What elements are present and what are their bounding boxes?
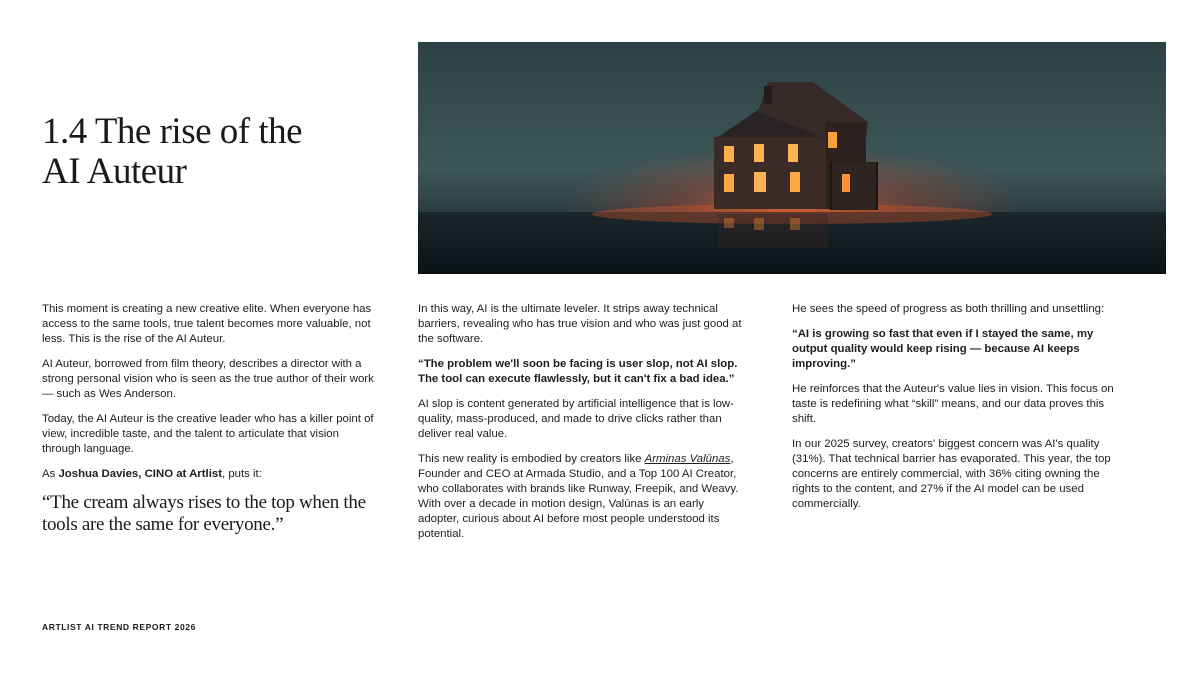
house-on-water-image (418, 42, 1166, 274)
attribution-prefix: As (42, 468, 59, 480)
paragraph: In this way, AI is the ultimate leveler. It strips away technical barriers, revealing who has true vision and who was just good at the software. (418, 303, 742, 345)
paragraph: AI slop is content generated by artificial intelligence that is low-quality, mass-produced, and made to drive clicks rather than deliver real value. (418, 398, 734, 440)
creator-link[interactable]: Arminas Valūnas (644, 453, 731, 465)
title-line-2: AI Auteur (42, 151, 187, 192)
hero-image (418, 42, 1166, 274)
text-segment: This new reality is embodied by creators like (418, 453, 645, 465)
pull-quote: “The cream always rises to the top when the tools are the same for everyone.” (42, 492, 366, 535)
page-title (42, 112, 382, 192)
attribution-suffix: , puts it: (222, 468, 262, 480)
paragraph (418, 452, 748, 542)
bold-quote: “The problem we'll soon be facing is user slop, not AI slop. The tool can execute flawlessly, but it can't fix a bad idea.” (418, 358, 738, 385)
column-middle (418, 302, 748, 552)
quote-attribution (42, 467, 374, 482)
paragraph: AI Auteur, borrowed from film theory, describes a director with a strong personal vision who is seen as the true author of their work — such as Wes Anderson. (42, 358, 374, 400)
column-right (792, 302, 1122, 522)
paragraph: This moment is creating a new creative elite. When everyone has access to the same tools, true talent becomes more valuable, not less. This is the rise of the AI Auteur. (42, 303, 372, 345)
text-segment: , Founder and CEO at Armada Studio, and a Top 100 AI Creator, who collaborates with brands like Runway, Freepik, and Weavy. With over a decade in motion design, Valūnas is an early adopter, curious about AI before most people understood its potential. (418, 453, 739, 540)
column-left (42, 302, 374, 536)
paragraph: He sees the speed of progress as both thrilling and unsettling: (792, 303, 1105, 315)
paragraph: He reinforces that the Auteur's value lies in vision. This focus on taste is redefining what “skill” means, and our data proves this shift. (792, 383, 1114, 425)
title-line-1: 1.4 The rise of the (42, 111, 303, 152)
paragraph: Today, the AI Auteur is the creative leader who has a killer point of view, incredible taste, and the talent to articulate that vision through language. (42, 413, 374, 455)
bold-quote: “AI is growing so fast that even if I stayed the same, my output quality would keep rising — because AI keeps improving.” (792, 328, 1094, 370)
footer-label: ARTLIST AI TREND REPORT 2026 (42, 622, 196, 632)
paragraph: In our 2025 survey, creators' biggest concern was AI's quality (31%). That technical barrier has evaporated. This year, the top concerns are entirely commercial, with 36% citing owning the rights to the content, and 27% if the AI model can be used commercially. (792, 438, 1111, 510)
attribution-name: Joshua Davies, CINO at Artlist (58, 468, 222, 480)
